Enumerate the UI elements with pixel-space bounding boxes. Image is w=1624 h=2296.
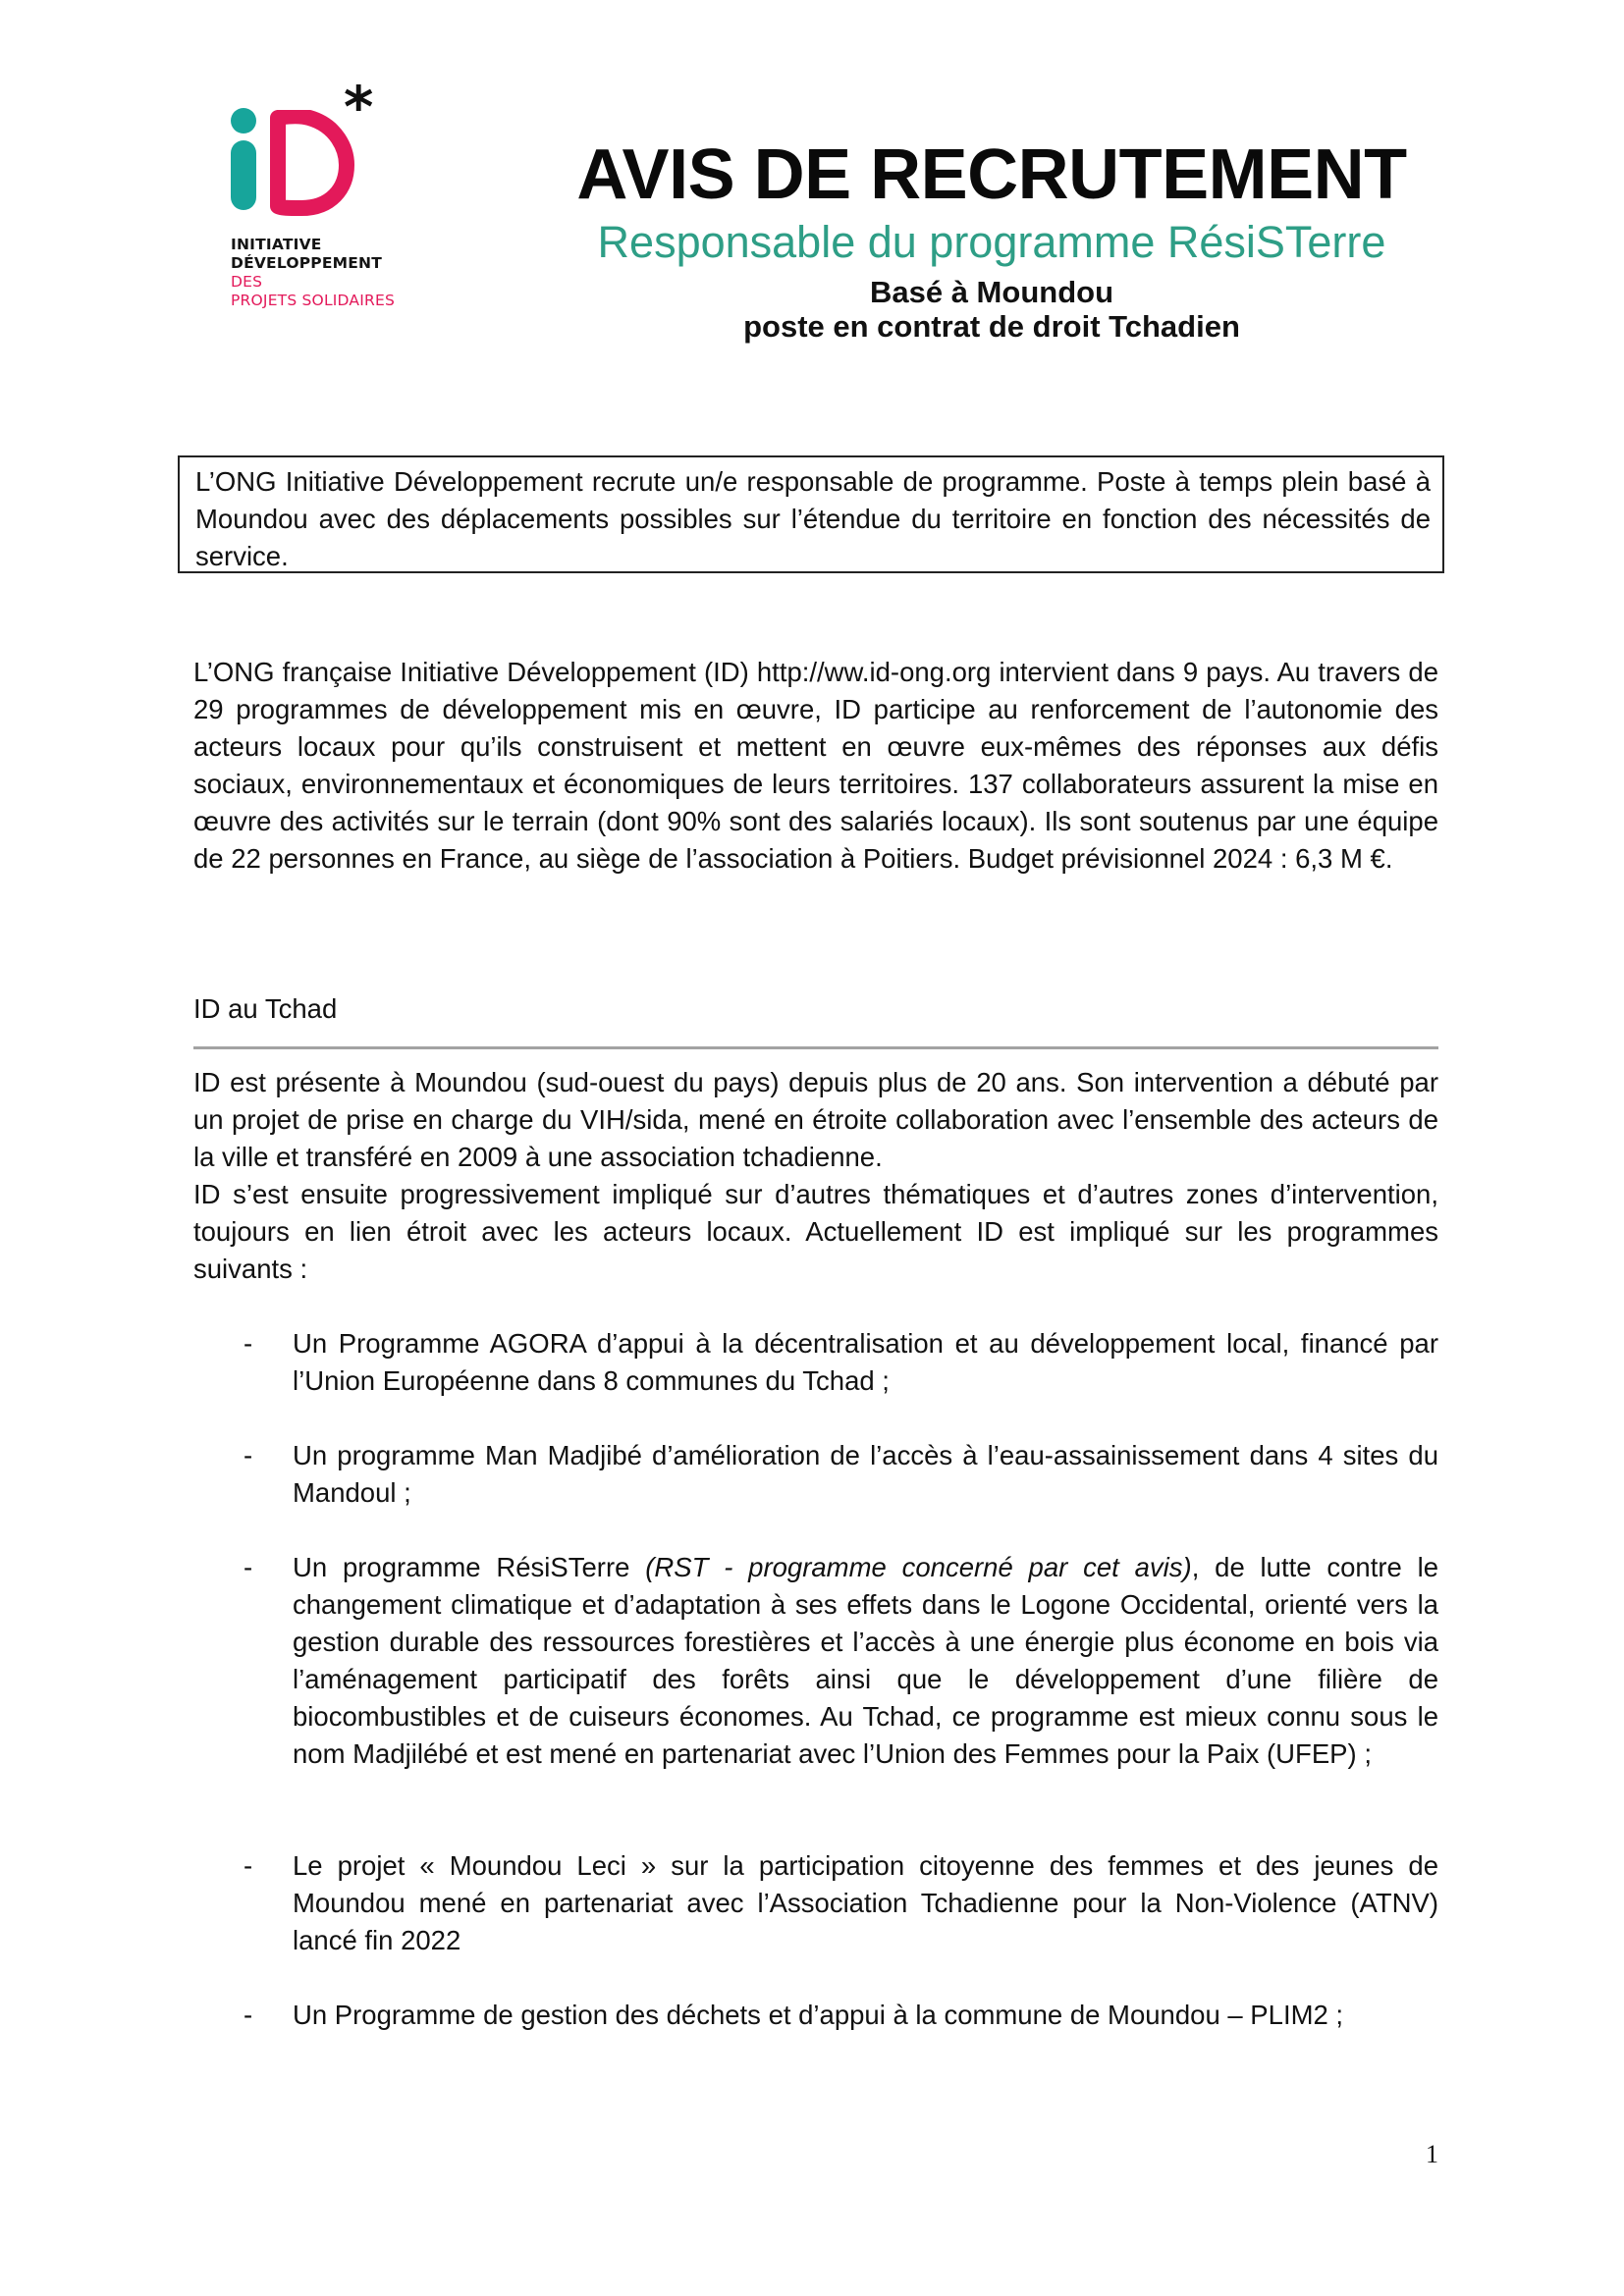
program-list-item — [236, 1437, 1438, 1512]
program-list-item — [236, 1997, 1438, 2034]
organization-logo — [224, 75, 440, 320]
logo-line-1: INITIATIVE — [231, 236, 322, 253]
page-title: AVIS DE RECRUTEMENT — [576, 135, 1407, 214]
program-text-start: Un programme RésiSTerre — [293, 1552, 646, 1582]
program-list-item — [236, 1325, 1438, 1400]
tchad-paragraph-1: ID est présente à Moundou (sud-ouest du pays) depuis plus de 20 ans. Son intervention a débuté par un projet de prise en charge du VIH/sida, mené en étroite collaboration avec l’ensemble des acteurs de la ville et transféré en 2009 à une association tchadienne. — [193, 1067, 1438, 1172]
logo-i-stem — [231, 140, 256, 210]
logo-wordmark — [231, 236, 395, 310]
program-text: Un Programme AGORA d’appui à la décentralisation et au développement local, financé par l’Union Européenne dans 8 communes du Tchad ; — [293, 1328, 1438, 1396]
dash-bullet-icon: - — [244, 1552, 253, 1582]
logo-d-letter — [266, 110, 354, 216]
logo-line-2: DÉVELOPPEMENT — [231, 254, 383, 272]
contract-type: poste en contrat de droit Tchadien — [743, 309, 1240, 344]
program-list-item — [236, 1549, 1438, 1773]
program-note-italic: (RST - programme concerné par cet avis) — [645, 1552, 1192, 1582]
section-divider — [193, 1046, 1438, 1049]
tchad-paragraph-2: ID s’est ensuite progressivement impliqué sur d’autres thématiques et d’autres zones d’intervention, toujours en lien étroit avec les acteurs locaux. Actuellement ID est impliqué sur les programmes suivants : — [193, 1179, 1438, 1284]
dash-bullet-icon: - — [244, 1440, 253, 1470]
section-heading-tchad: ID au Tchad — [193, 993, 338, 1024]
program-text: Le projet « Moundou Leci » sur la participation citoyenne des femmes et des jeunes de Moundou mené en partenariat avec l’Association Tchadienne pour la Non-Violence (ATNV) lancé fin 2022 — [293, 1850, 1438, 1955]
job-location: Basé à Moundou — [869, 275, 1113, 309]
dash-bullet-icon: - — [244, 2000, 253, 2030]
page-number: 1 — [1426, 2140, 1438, 2168]
job-title: Responsable du programme RésiSTerre — [597, 217, 1386, 267]
logo-line-4: PROJETS SOLIDAIRES — [231, 292, 396, 309]
dash-bullet-icon: - — [244, 1328, 253, 1359]
logo-line-3: DES — [231, 273, 263, 291]
program-list-item — [236, 1847, 1438, 1959]
about-paragraph: L’ONG française Initiative Développement (ID) http://ww.id-ong.org intervient dans 9 pays. Au travers de 29 programmes de développement mis en œuvre, ID participe au renforcement de l’autonomie des acteurs locaux pour qu’ils construisent et mettent en œuvre eux-mêmes des réponses aux défis sociaux, environnementaux et économiques de leurs territoires. 137 collaborateurs assurent la mise en œuvre des activités sur le terrain (dont 90% sont des salariés locaux). Ils sont soutenus par une équipe de 22 personnes en France, au siège de l’association à Poitiers. Budget prévisionnel 2024 : 6,3 M €. — [193, 657, 1438, 874]
logo-i-dot — [231, 108, 256, 133]
program-text: Un programme Man Madjibé d’amélioration de l’accès à l’eau-assainissement dans 4 sites du Mandoul ; — [293, 1440, 1438, 1508]
intro-text: L’ONG Initiative Développement recrute un/e responsable de programme. Poste à temps plein basé à Moundou avec des déplacements possibles sur l’étendue du territoire en fonction des nécessités de service. — [195, 466, 1431, 571]
intro-box — [178, 455, 1444, 573]
program-text-rest: , de lutte contre le changement climatique et d’adaptation à ses effets dans le Logone Occidental, orienté vers la gestion durable des ressources forestières et l’accès à une énergie plus économe en bois via l’aménagement participatif des forêts ainsi que le développement d’une filière de biocombustibles et de cuiseurs économes. Au Tchad, ce programme est mieux connu sous le nom Madjilébé et est mené en partenariat avec l’Union des Femmes pour la Paix (UFEP) ; — [293, 1552, 1439, 1769]
dash-bullet-icon: - — [244, 1850, 253, 1881]
asterisk-icon: * — [344, 74, 374, 140]
program-text: Un Programme de gestion des déchets et d’appui à la commune de Moundou – PLIM2 ; — [293, 2000, 1344, 2030]
